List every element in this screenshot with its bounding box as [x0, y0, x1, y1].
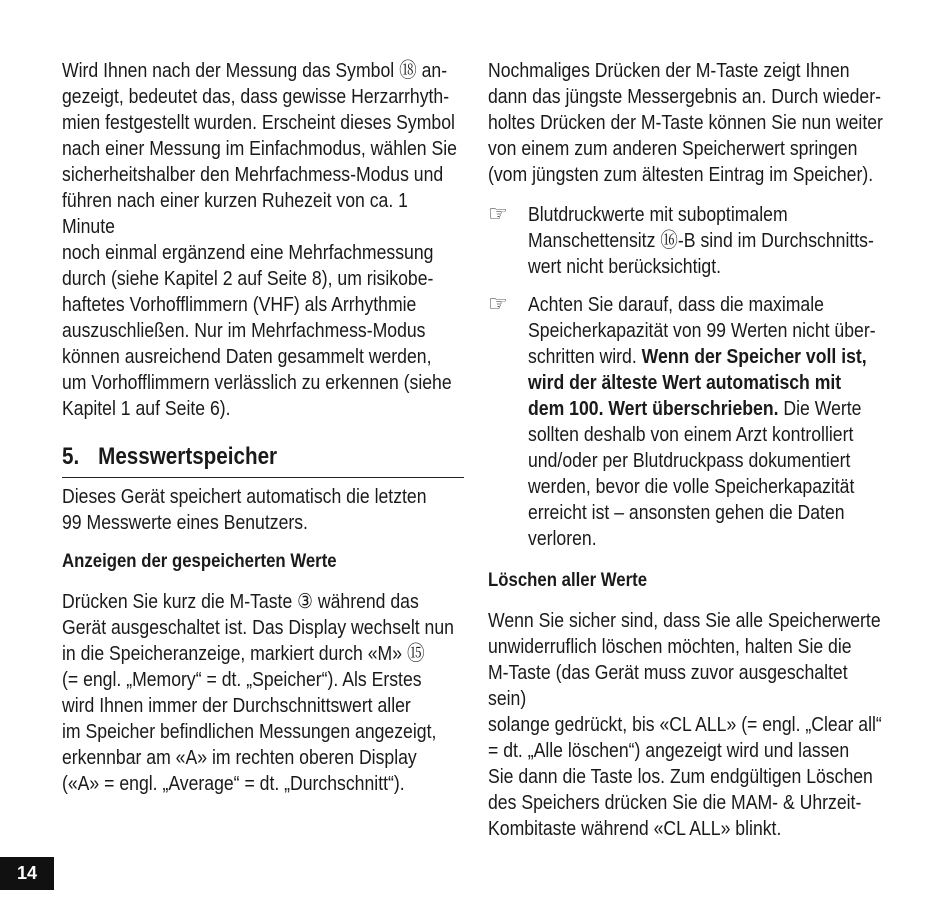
right-column — [488, 58, 888, 842]
left-column — [62, 58, 464, 422]
display-values-paragraph: Drücken Sie kurz die M-Taste ③ während das Gerät ausgeschaltet ist. Das Display wechselt nun in die Speicheranzeige, markiert durch «M» ⑮ (= engl. „Memory“ = dt. „Speicher“). Als Erstes wird Ihnen immer der Durchschnittswert aller im Speicher befindlichen Messungen angezeigt, erkennbar am «A» im rechten oberen Display («A» = engl. „Average“ = dt. „Durchschnitt“). — [62, 590, 454, 795]
memory-navigation-paragraph: Nochmaliges Drücken der M-Taste zeigt Ihnen dann das jüngste Messergebnis an. Durch wieder- holtes Drücken der M-Taste können Sie nun weiter von einem zum anderen Speicherwert springen (vom jüngsten zum ältesten Eintrag im Speicher). — [488, 59, 883, 186]
note-suboptimal-cuff: ☞ Blutdruckwerte mit suboptimalem Manschettensitz ⑯-B sind im Durchschnitts- wert nicht berücksichtigt. — [488, 202, 874, 278]
pointing-hand-icon: ☞ — [488, 292, 508, 317]
page-number: 14 — [0, 857, 54, 890]
section-intro: Dieses Gerät speichert automatisch die letzten 99 Messwerte eines Benutzers. — [62, 485, 427, 534]
memory-section — [62, 484, 464, 797]
pointing-hand-icon: ☞ — [488, 202, 508, 227]
delete-values-paragraph: Wenn Sie sicher sind, dass Sie alle Speicherwerte unwiderruflich löschen möchten, halten Sie die M-Taste (das Gerät muss zuvor ausgeschaltet sein) solange gedrückt, bis «CL ALL» (= engl. „Clear all“ = dt. „Alle löschen“) angezeigt wird und lassen Sie dann die Taste los. Zum endgültigen Löschen des Speichers drücken Sie die MAM- & Uhrzeit- Kombitaste während «CL ALL» blinkt. — [488, 609, 882, 840]
subheading-display-values: Anzeigen der gespeicherten Werte — [62, 550, 337, 572]
subheading-delete-values: Löschen aller Werte — [488, 569, 648, 591]
note-memory-capacity: ☞ Achten Sie darauf, dass die maximale Speicherkapazität von 99 Werten nicht über- schritten wird. Wenn der Speicher voll ist, wird der älteste Wert automatisch mit dem 100. Wert überschrieben. Die Werte sollten deshalb von einem Arzt kontrolliert und/oder per Blutdruckpass dokumentiert werden, bevor die volle Speicherkapazität erreicht ist – ansonsten gehen die Daten verloren. — [488, 292, 876, 550]
arrhythmia-paragraph: Wird Ihnen nach der Messung das Symbol ⑱ an- gezeigt, bedeutet das, dass gewisse Herzarrhyth- mien festgestellt wurden. Erscheint dieses Symbol nach einer Messung im Einfachmodus, wählen Sie sicherheitshalber den Mehrfachmess-Modus und führen nach einer kurzen Ruhezeit von ca. 1 Minute noch einmal ergänzend eine Mehrfachmessung durch (siehe Kapitel 2 auf Seite 8), um risikobe- haftetes Vorhofflimmern (VHF) als Arrhythmie auszuschließen. Nur im Mehrfachmess-Modus können ausreichend Daten gesammelt werden, um Vorhofflimmern verlässlich zu erkennen (siehe Kapitel 1 auf Seite 6). — [62, 59, 457, 420]
section-title: Messwertspeicher — [98, 443, 278, 470]
section-heading — [62, 442, 464, 478]
section-number: 5. — [62, 443, 80, 470]
